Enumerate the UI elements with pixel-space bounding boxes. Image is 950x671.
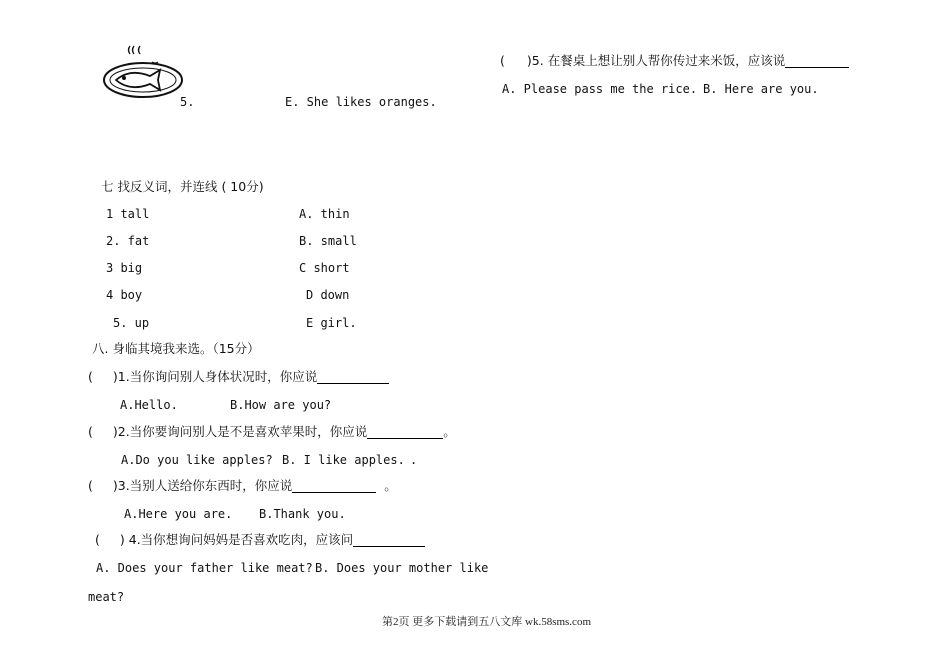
s8-q1-option-b: B.How are you? [230,398,332,412]
section7-heading: 七 找反义词，并连线 ( 10分) [101,179,264,194]
answer-paren-open[interactable]: ( [88,369,93,384]
right-q5-option-b: B. Here are you. [703,82,819,96]
s8-q2-option-b: B. I like apples. [282,453,405,467]
page-footer: 第2页 更多下载请到五八文库 wk.58sms.com [382,616,591,628]
s8-q2-tail: . [410,453,418,467]
fish-plate-illustration [100,44,186,102]
question-number: )5. [526,53,544,68]
s8-q4-option-b: B. Does your mother like [315,561,489,575]
s8-q3 [88,479,397,493]
match-left-3: 3 big [106,261,143,275]
answer-paren-open[interactable]: ( [500,53,505,68]
s8-q1 [88,370,389,384]
question-end: 。 [443,424,456,439]
right-q5-option-a: A. Please pass me the rice. [502,82,698,96]
answer-blank[interactable] [317,371,389,384]
question-text: 在餐桌上想让别人帮你传过来米饭，应该说 [547,53,786,68]
question-text: ) 4.当你想询问妈妈是否喜欢吃肉，应该问 [119,532,354,547]
answer-paren-open[interactable]: ( [88,478,93,493]
s8-q3-option-b: B.Thank you. [259,507,346,521]
answer-blank[interactable] [785,55,849,68]
s8-q4-option-a: A. Does your father like meat? [96,561,313,575]
right-q5 [500,54,849,68]
answer-paren-open[interactable]: ( [88,424,93,439]
question-end: 。 [384,478,397,493]
s8-q1-option-a: A.Hello. [120,398,178,412]
answer-paren-open[interactable]: ( [95,532,100,547]
match-right-a: A. thin [299,207,350,221]
section8-heading: 八. 身临其境我来选。（15分） [92,341,260,356]
answer-blank[interactable] [353,534,425,547]
match-left-1: 1 tall [106,207,150,221]
s8-q4-option-b-continued: meat? [88,590,125,604]
s8-q2-option-a: A.Do you like apples? [121,453,273,467]
s8-q4 [95,533,425,547]
answer-blank[interactable] [292,480,376,493]
picture-option-e: E. She likes oranges. [285,95,437,109]
match-left-4: 4 boy [106,288,143,302]
question-text: )2.当你要询问别人是不是喜欢苹果时，你应说 [112,424,368,439]
match-left-2: 2. fat [106,234,150,248]
question-text: )3.当别人送给你东西时，你应说 [112,478,293,493]
match-left-5: 5. up [113,316,150,330]
s8-q2 [88,425,456,439]
question-text: )1.当你询问别人身体状况时，你应说 [112,369,318,384]
picture-item-number: 5. [180,95,195,109]
match-right-e: E girl. [306,316,357,330]
match-right-c: C short [299,261,350,275]
match-right-d: D down [306,288,350,302]
answer-blank[interactable] [367,426,443,439]
s8-q3-option-a: A.Here you are. [124,507,233,521]
match-right-b: B. small [299,234,357,248]
